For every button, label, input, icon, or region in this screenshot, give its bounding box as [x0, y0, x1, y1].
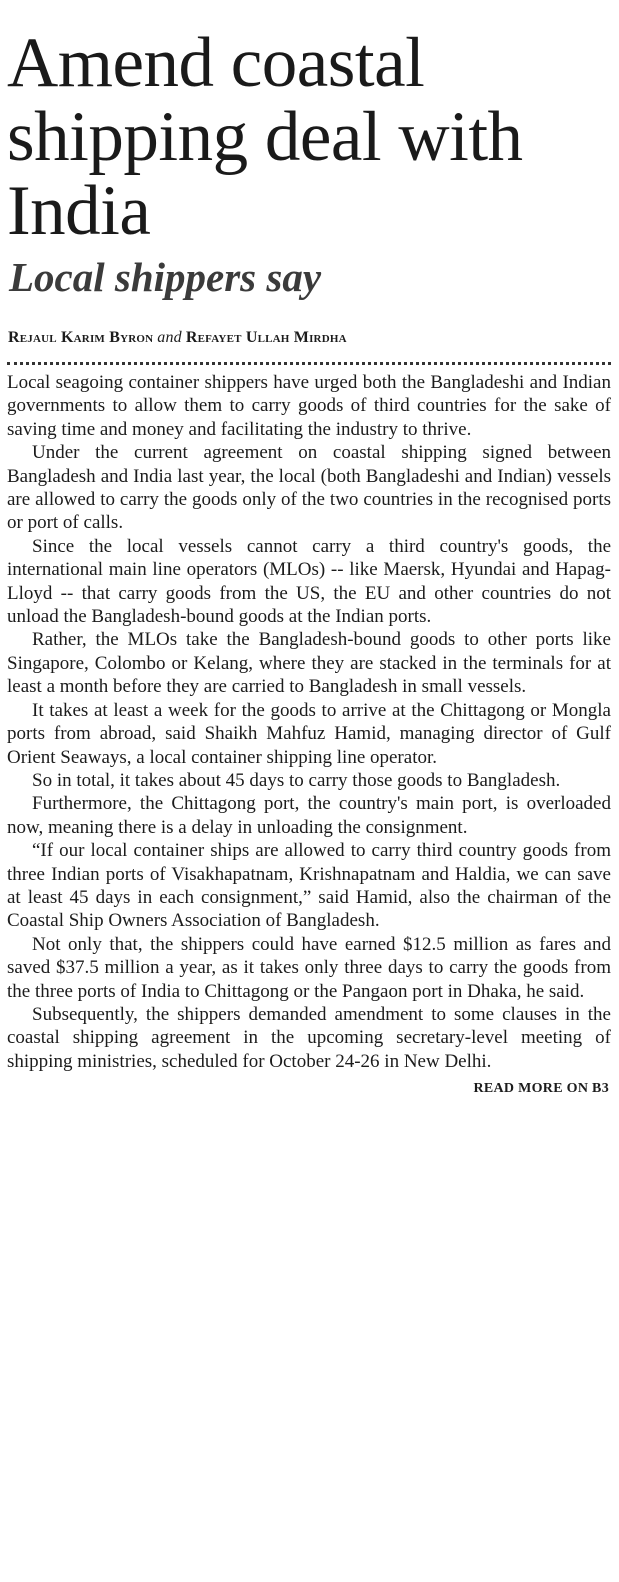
paragraph: Under the current agreement on coastal shipping signed between Bangladesh and India last year, the local (both Bangladeshi and Indian) vessels are allowed to carry the goods only of the two countries in the recognised ports or port of calls. — [7, 442, 611, 534]
byline-author-2: Refayet Ullah Mirdha — [185, 329, 347, 346]
paragraph: Rather, the MLOs take the Bangladesh-bound goods to other ports like Singapore, Colombo or Kelang, where they are stacked in the terminals for at least a month before they are carried to Bangladesh in small vessels. — [7, 629, 611, 698]
paragraph: “If our local container ships are allowed to carry third country goods from three Indian ports of Visakhapatnam, Krishnapatnam and Haldia, we can save at least 45 days in each consignment,” said Hamid, also the chairman of the Coastal Ship Owners Association of Bangladesh. — [7, 840, 611, 932]
byline — [8, 328, 611, 348]
dotted-divider — [7, 362, 611, 365]
paragraph: Subsequently, the shippers demanded amendment to some clauses in the coastal shipping agreement in the upcoming secretary-level meeting of shipping ministries, scheduled for October 24-26 in New Delhi. — [7, 1003, 611, 1072]
read-more-jump: READ MORE ON B3 — [473, 1081, 609, 1097]
paragraph: Local seagoing container shippers have urged both the Bangladeshi and Indian governments to allow them to carry goods of third countries for the sake of saving time and money and facilitating the industry to thrive. — [7, 372, 611, 440]
paragraph: Not only that, the shippers could have earned $12.5 million as fares and saved $37.5 million a year, as it takes only three days to carry the goods from the three ports of India to Chittagong or the Pangaon port in Dhaka, he said. — [7, 933, 611, 1002]
paragraph: Since the local vessels cannot carry a third country's goods, the international main line operators (MLOs) -- like Maersk, Hyundai and Hapag-Lloyd -- that carry goods from the US, the EU and other countries do not unload the Bangladesh-bound goods at the Indian ports. — [7, 535, 611, 628]
paragraph: It takes at least a week for the goods to arrive at the Chittagong or Mongla ports from abroad, said Shaikh Mahfuz Hamid, managing director of Gulf Orient Seaways, a local container shipping line operator. — [7, 699, 611, 768]
paragraph: So in total, it takes about 45 days to carry those goods to Bangladesh. — [32, 769, 561, 791]
paragraph: Furthermore, the Chittagong port, the country's main port, is overloaded now, meaning there is a delay in unloading the consignment. — [7, 793, 611, 838]
subheadline: Local shippers say — [9, 254, 322, 300]
byline-conjunction: and — [157, 329, 182, 346]
byline-author-1: Rejaul Karim Byron — [8, 329, 154, 346]
article-body — [7, 371, 611, 1073]
headline: Amend coastal shipping deal with India — [7, 24, 523, 250]
